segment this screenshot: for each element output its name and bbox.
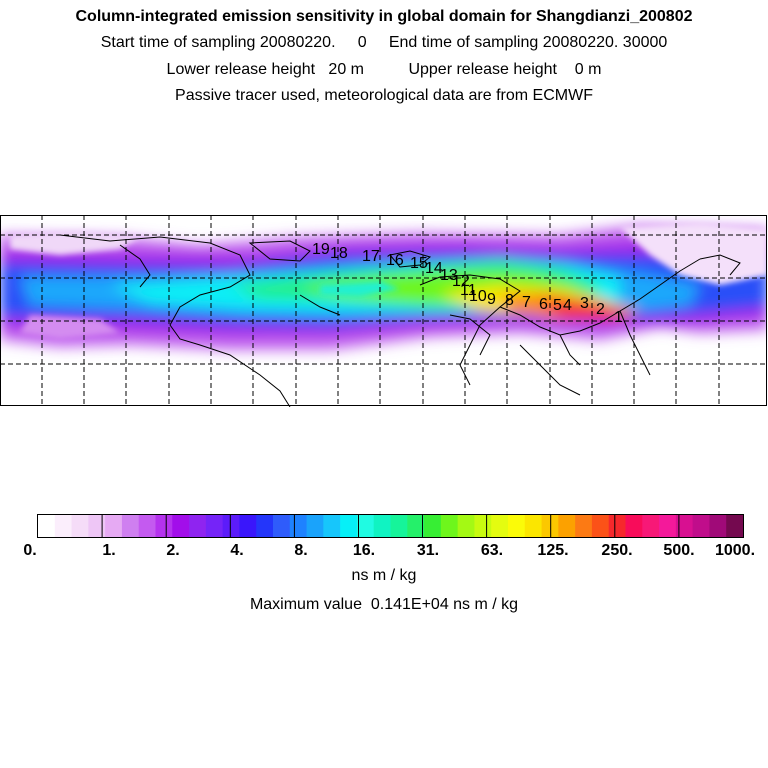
trajectory-label: 4 <box>563 297 572 314</box>
colorbar-cell <box>172 515 189 537</box>
colorbar-tick-label: 500. <box>663 542 695 559</box>
colorbar-tick-label: 16. <box>352 542 376 559</box>
colorbar-cell <box>156 515 173 537</box>
colorbar-cell <box>105 515 122 537</box>
trajectory-label: 18 <box>330 245 348 262</box>
colorbar-cell <box>239 515 256 537</box>
colorbar-tick-label: 31. <box>416 542 440 559</box>
emission-sensitivity-map <box>0 215 768 407</box>
colorbar-cell <box>592 515 609 537</box>
colorbar-cell <box>189 515 206 537</box>
colorbar-cell <box>88 515 105 537</box>
colorbar-cell <box>340 515 357 537</box>
trajectory-label: 17 <box>362 248 380 265</box>
colorbar-cell <box>609 515 626 537</box>
colorbar-cell <box>709 515 726 537</box>
colorbar-cell <box>223 515 240 537</box>
colorbar-cell <box>558 515 575 537</box>
colorbar-cell <box>72 515 89 537</box>
tracer-info-line: Passive tracer used, meteorological data are from ECMWF <box>175 87 593 104</box>
trajectory-label: 1 <box>614 309 623 326</box>
colorbar-tick-label: 8. <box>294 542 308 559</box>
colorbar-tick-label: 1. <box>102 542 116 559</box>
colorbar-cell <box>693 515 710 537</box>
trajectory-label: 15 <box>410 255 428 272</box>
release-height-line: Lower release height 20 m Upper release height 0 m <box>166 61 602 78</box>
colorbar-cell <box>256 515 273 537</box>
trajectory-label: 7 <box>522 294 531 311</box>
trajectory-label: 19 <box>312 241 330 258</box>
maximum-value-label: Maximum value 0.141E+04 ns m / kg <box>249 596 519 613</box>
colorbar-cell <box>659 515 676 537</box>
colorbar-tick-label: 1000. <box>714 542 756 559</box>
colorbar-cell <box>525 515 542 537</box>
colorbar-cell <box>122 515 139 537</box>
trajectory-label: 3 <box>580 295 589 312</box>
colorbar-cell <box>575 515 592 537</box>
trajectory-label: 14 <box>425 260 443 277</box>
colorbar-cell <box>491 515 508 537</box>
trajectory-label: 11 <box>460 282 477 299</box>
colorbar-tick-label: 4. <box>230 542 244 559</box>
trajectory-label: 8 <box>505 292 514 309</box>
colorbar-cell <box>374 515 391 537</box>
colorbar-tick-label: 250. <box>601 542 633 559</box>
trajectory-label: 2 <box>596 301 605 318</box>
map-title: Column-integrated emission sensitivity in global domain for Shangdianzi_200802 <box>75 8 693 25</box>
colorbar-cell <box>474 515 491 537</box>
trajectory-label: 16 <box>386 252 404 269</box>
colorbar-cell <box>290 515 307 537</box>
colorbar-cell <box>458 515 475 537</box>
colorbar-cell <box>55 515 72 537</box>
trajectory-label: 12 <box>452 273 470 290</box>
colorbar-tick-label: 125. <box>537 542 569 559</box>
colorbar-tick-label: 63. <box>480 542 504 559</box>
colorbar-cell <box>391 515 408 537</box>
colorbar-cell <box>642 515 659 537</box>
colorbar-cell <box>424 515 441 537</box>
colorbar-cell <box>441 515 458 537</box>
colorbar-tick-label: 0. <box>23 542 37 559</box>
sampling-time-line: Start time of sampling 20080220. 0 End time of sampling 20080220. 30000 <box>100 34 668 51</box>
trajectory-label: 10 <box>469 288 487 305</box>
trajectory-label: 5 <box>553 297 562 314</box>
colorbar-cell <box>726 515 743 537</box>
trajectory-label: 9 <box>487 291 496 308</box>
colorbar-tick-label: 2. <box>166 542 180 559</box>
colorbar-cell <box>307 515 324 537</box>
colorbar-cell <box>206 515 223 537</box>
colorbar-cell <box>407 515 424 537</box>
colorbar-cell <box>273 515 290 537</box>
colorbar-unit-label: ns m / kg <box>351 567 417 584</box>
color-scale-legend <box>0 510 768 560</box>
trajectory-label: 6 <box>539 296 548 313</box>
colorbar-cell <box>323 515 340 537</box>
trajectory-label: 13 <box>440 267 458 284</box>
colorbar-cell <box>357 515 374 537</box>
colorbar-cell <box>626 515 643 537</box>
colorbar-cell <box>139 515 156 537</box>
colorbar-cell <box>38 515 55 537</box>
colorbar-cell <box>508 515 525 537</box>
